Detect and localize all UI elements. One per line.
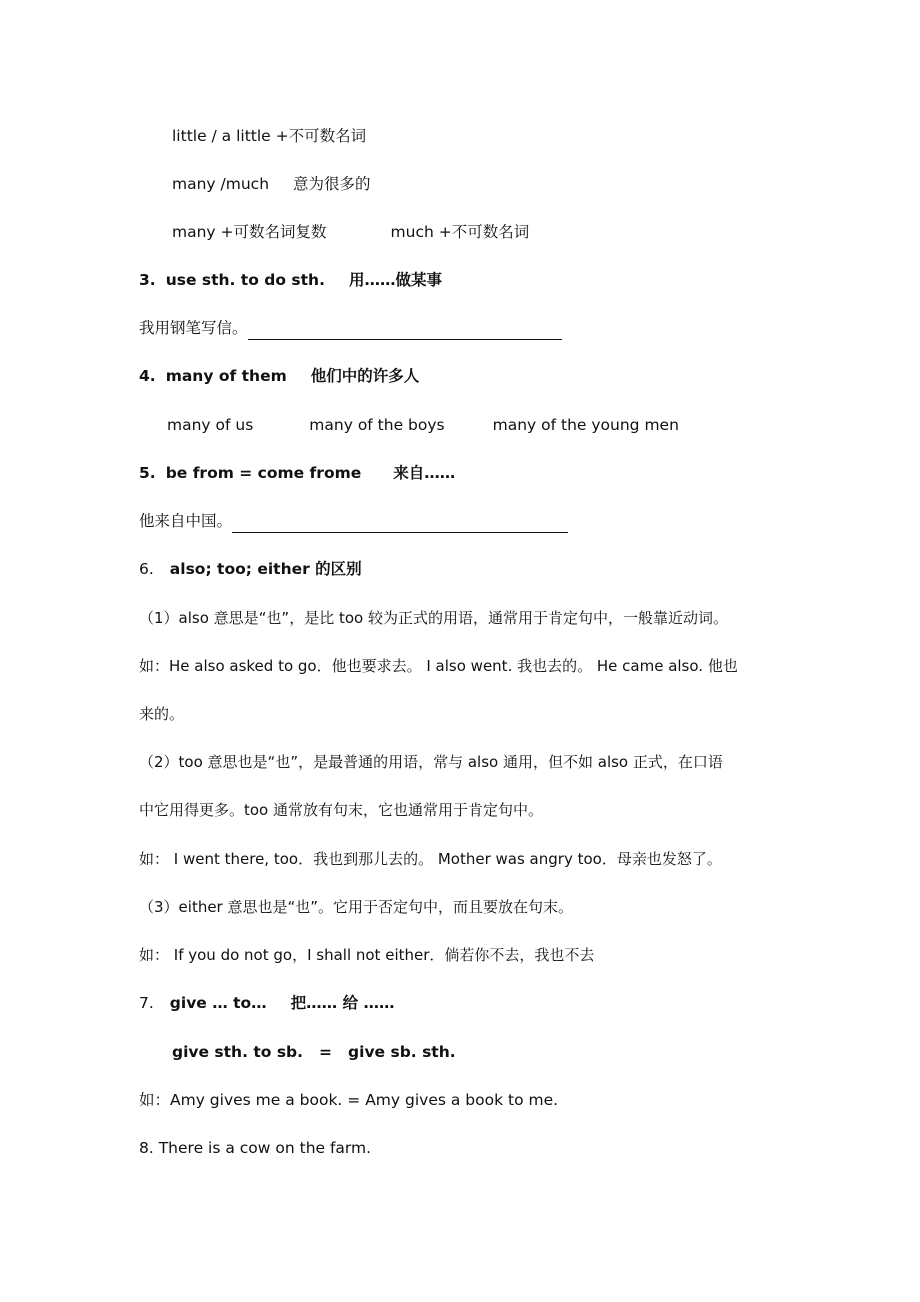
example-c: many of the young men [492,416,679,434]
para-also: （1）also 意思是“也”，是比 too 较为正式的用语，通常用于肯定句中，一般靠近动词。 [139,609,728,627]
exercise-5 [139,509,568,533]
para-either: （3）either 意思也是“也”。它用于否定句中，而且要放在句末。 [139,898,574,916]
heading-title: many of them [165,367,287,385]
exercise-3 [139,316,562,340]
heading-cn: 用……做某事 [348,271,442,289]
heading-4 [139,364,419,388]
line-little: little / a little +不可数名词 [172,127,367,145]
heading-cn: 来自…… [393,464,456,482]
line-many-much-usage [172,220,529,244]
equals: = [319,1043,333,1061]
exercise-prompt: 他来自中国。 [139,512,233,530]
heading-number: 3. [139,271,156,289]
give-example: 如：Amy gives me a book. = Amy gives a book to me. [139,1091,559,1109]
many-usage: many +可数名词复数 [172,223,327,241]
heading-number: 7. [139,994,154,1012]
para-too-example: 如： I went there, too．我也到那儿去的。 Mother was angry too．母亲也发怒了。 [139,850,722,868]
heading-number: 5. [139,464,156,482]
answer-blank[interactable] [232,514,568,533]
term: many /much [172,175,270,193]
item-8: 8. There is a cow on the farm. [139,1139,372,1157]
heading-7 [139,991,394,1015]
para-either-example: 如： If you do not go，I shall not either．倘若你不去，我也不去 [139,946,595,964]
meaning: 意为很多的 [293,175,371,193]
para-too: （2）too 意思也是“也”，是最普通的用语，常与 also 通用，但不如 also 正式，在口语 [139,753,723,771]
heading-title: use sth. to do sth. [165,271,325,289]
line-many-much [172,172,371,196]
heading-cn: 把…… 给 …… [290,994,395,1012]
heading-cn: 他们中的许多人 [310,367,420,385]
heading-title: be from = come frome [165,464,362,482]
para-also-example: 如：He also asked to go．他也要求去。 I also went. 我也去的。 He came also. 他也 [139,657,738,675]
example-b: many of the boys [309,416,445,434]
heading-number: 6. [139,560,154,578]
heading-5 [139,461,455,485]
example-a: many of us [167,416,254,434]
much-usage: much +不可数名词 [390,223,530,241]
heading-6 [139,557,362,581]
heading-number: 4. [139,367,156,385]
line-many-of [167,413,679,437]
heading-3 [139,268,442,292]
line-give-pattern [172,1040,456,1064]
answer-blank[interactable] [248,321,562,340]
para-also-example-cont: 来的。 [139,705,185,723]
pattern-b: give sb. sth. [348,1043,456,1061]
exercise-prompt: 我用钢笔写信。 [139,319,248,337]
pattern-a: give sth. to sb. [172,1043,304,1061]
heading-title: also; too; either 的区别 [169,560,362,578]
para-too-cont: 中它用得更多。too 通常放有句末，它也通常用于肯定句中。 [139,801,544,819]
heading-title: give … to… [169,994,267,1012]
